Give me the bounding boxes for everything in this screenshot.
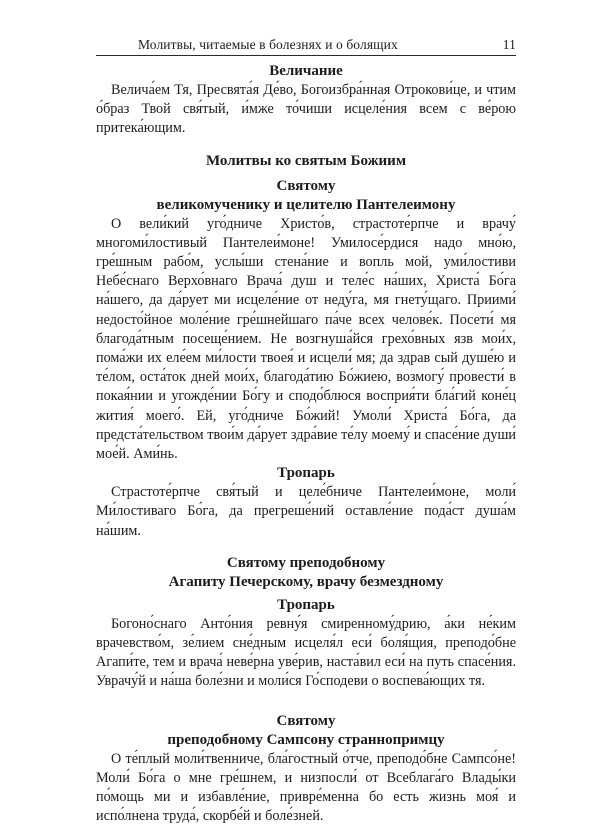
header-rule bbox=[96, 55, 516, 56]
saints-prayers-heading: Молитвы ко святым Божиим bbox=[205, 152, 407, 169]
velichanie-heading: Величание bbox=[269, 63, 343, 79]
running-header bbox=[96, 37, 516, 55]
panteleimon-heading-line2: великомученику и целителю Пантелеимону bbox=[156, 196, 456, 213]
running-title: Молитвы, читаемые в болезнях и о болящих bbox=[138, 37, 398, 52]
sampson-heading-line1: Святому bbox=[276, 712, 336, 729]
agapit-troparion-heading: Тропарь bbox=[277, 596, 335, 613]
velichanie-text: Велича́ем Тя, Пресвята́я Де́во, Богоизбра́нная Отрокови́це, и чтим о́браз Твой свя́тый, и́мже то́чиши исцеле́ния всем с ве́рою притека́ющим. bbox=[96, 82, 516, 137]
page-body bbox=[96, 62, 516, 826]
agapit-heading-line2: Агапиту Печерскому, врачу безмездному bbox=[168, 573, 444, 590]
panteleimon-troparion-text: Страстоте́рпче свя́тый и целе́бниче Пантелеи́моне, моли́ Ми́лостиваго Бо́га, да прегреше́ний оставле́ние пода́ст душа́м на́шим. bbox=[96, 484, 516, 539]
panteleimon-troparion-heading: Тропарь bbox=[277, 465, 335, 482]
panteleimon-prayer-text: О вели́кий уго́дниче Христо́в, страстоте́рпче и врачу́ многоми́лостивый Пантелеи́моне! Умилосе́рдися надо мно́ю, гре́шным рабо́м, услы́ши стена́ние и вопль мой, уми́лостиви Небе́снаго Верхо́внаго Врача́ душ и теле́с на́ших, Христа́ Бо́га на́шего, да да́рует ми исцеле́ние от неду́га, мя гнету́щаго. Приими́ недосто́йное моле́ние гре́шнейшаго па́че всех челове́к. Посети́ мя благода́тным посеще́нием. Не возгнуша́йся грехо́вных язв мои́х, пома́жи их еле́ем ми́лости твоея́ и исцели́ мя; да здрав сый душе́ю и те́лом, оста́ток дней мои́х, благода́тию Бо́жиею, возмогу́ провести́ в покая́нии и угожде́нии Бо́гу и сподо́блюся восприя́ти бла́гий коне́ц жития́ моего́. Ей, уго́дниче Бо́жий! Умоли́ Христа́ Бо́га, да предста́тельством твои́м да́рует здра́вие те́лу моему́ и спасе́ние души́ мое́й. Ами́нь. bbox=[96, 215, 516, 463]
panteleimon-heading-line1: Святому bbox=[276, 177, 336, 194]
page-number: 11 bbox=[502, 37, 516, 52]
agapit-heading-line1: Святому преподобному bbox=[226, 554, 386, 571]
agapit-troparion-text: Богоно́снаго Анто́ния ревну́я смиренному́дрию, а́ки не́ким врачевство́м, зе́лием сне́дным исцеля́л еси́ боля́щия, преподо́бне Агапи́те, тем и врача́ неве́рна уве́рив, наста́вил еси́ на путь спасе́ния. Уврачу́й и на́ша боле́зни и моли́ся Го́сподеви о воспева́ющих тя. bbox=[96, 615, 516, 690]
sampson-heading-line2: преподобному Сампсону страннопримцу bbox=[167, 731, 445, 748]
sampson-prayer-text: О те́плый моли́твенниче, бла́гостный о́тче, преподо́бне Сампсо́не! Моли́ Бо́га о мне гре́шнем, и низпосли́ от Всеблага́го Влады́ки по́мощь ми и избавле́ние, привре́менна бо есть жизнь моя́ и испо́лнена труда́, скорбе́й и боле́зней. bbox=[96, 750, 516, 825]
